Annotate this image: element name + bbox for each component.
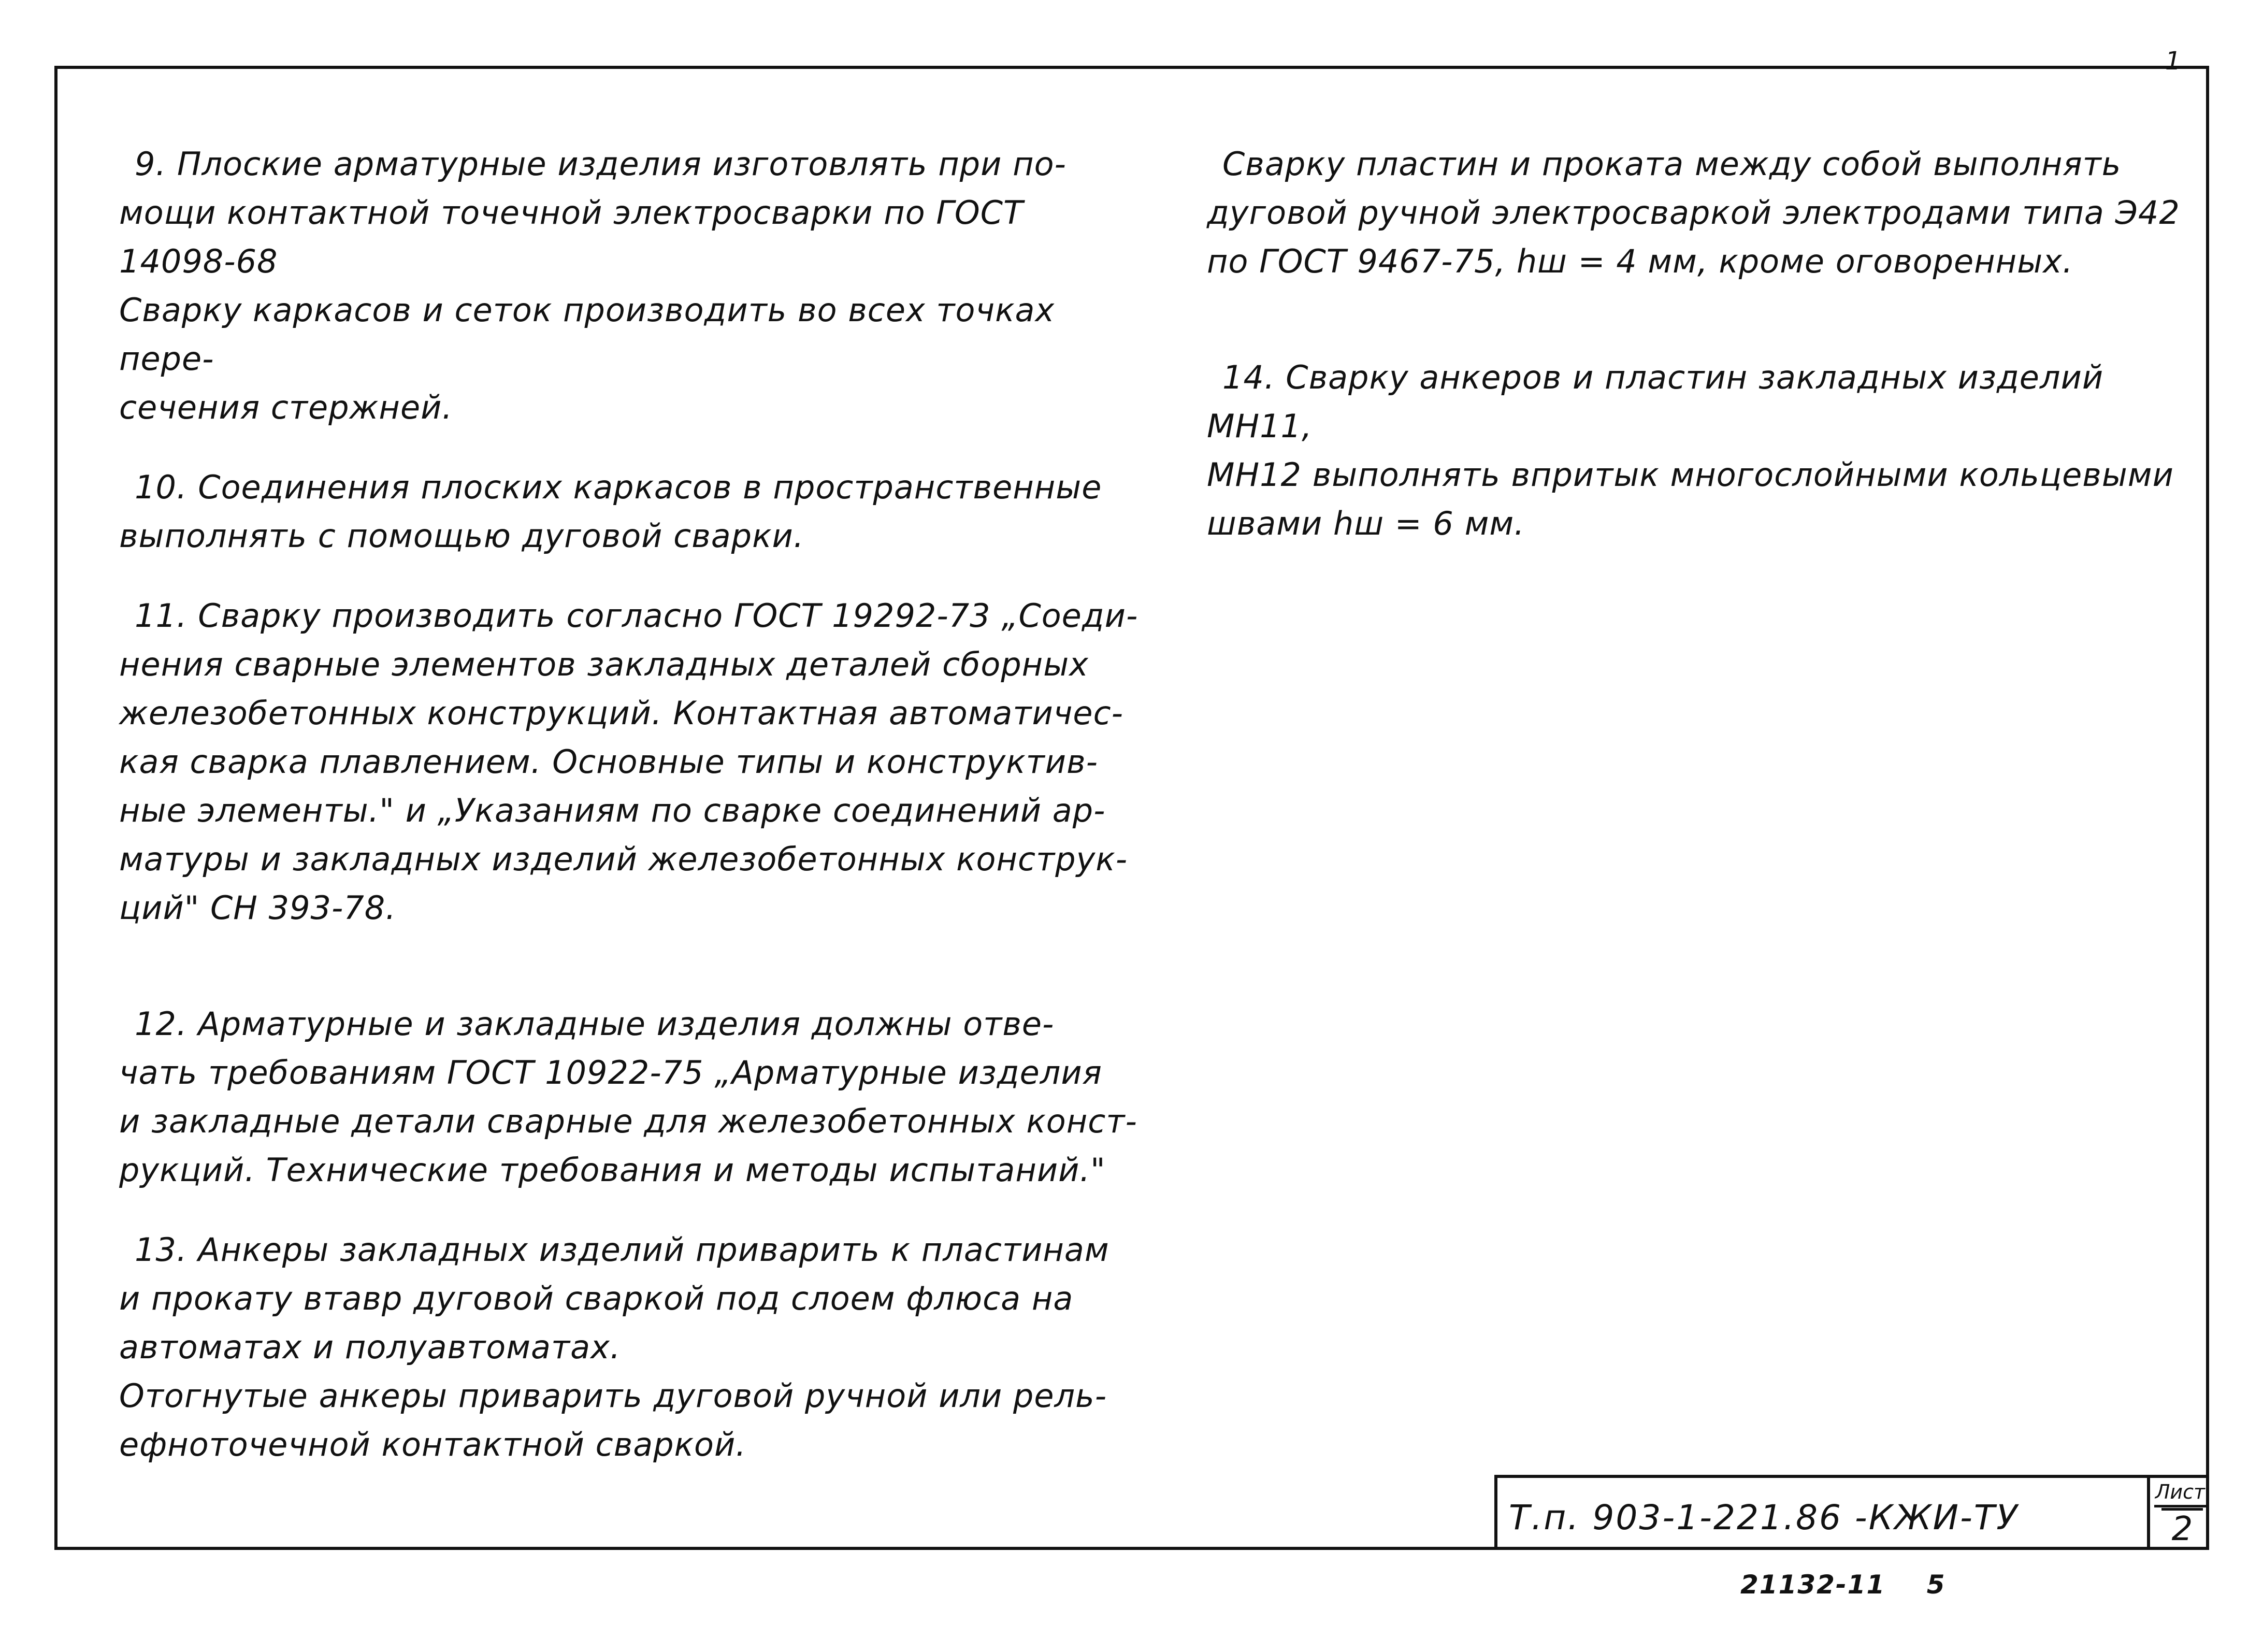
sheet-number: 2: [2161, 1508, 2203, 1548]
inventory-stamp: [1740, 1570, 1946, 1600]
inventory-number: 21132-11: [1740, 1570, 1886, 1600]
sheet-cell: [2147, 1478, 2209, 1550]
note-11: 11. Сварку производить согласно ГОСТ 19292-73 „Соеди- нения сварные элементов закладных деталей сборных железобетонных конструкций. Контактная автоматичес- кая сварка плавлением. Основные типы и конструктив- ные элементы." и „Указаниям по сварке соединений ар- матуры и закладных изделий железобетонных конструк- ций" СН 393-78.: [119, 597, 1138, 927]
note-13-continued: Отогнутые анкеры приварить дуговой ручной или рель- ефноточечной контактной сваркой.: [119, 1377, 1107, 1463]
note-10: 10. Соединения плоских каркасов в пространственные выполнять с помощью дуговой сварки.: [119, 468, 1102, 555]
page-number: 5: [1926, 1570, 1946, 1600]
note-12: 12. Арматурные и закладные изделия должны отве- чать требованиям ГОСТ 10922-75 „Арматурные изделия и закладные детали сварные для железобетонных конст- рукций. Технические требования и методы испытаний.": [119, 1005, 1137, 1189]
note-14: 14. Сварку анкеров и пластин закладных изделий МН11, МН12 выполнять впритык многослойными кольцевыми швами hш = 6 мм.: [1207, 358, 2174, 542]
corner-mark: 1: [2165, 47, 2181, 76]
note-13: 13. Анкеры закладных изделий приварить к пластинам и прокату втавр дуговой сваркой под слоем флюса на автоматах и полуавтоматах.: [119, 1231, 1109, 1366]
left-text-column: [119, 140, 1145, 1469]
title-block: [1494, 1475, 2209, 1550]
note-13-welding-plates: Сварку пластин и проката между собой выполнять дуговой ручной электросваркой электродами типа Э42 по ГОСТ 9467-75, hш = 4 мм, кроме оговоренных.: [1207, 145, 2180, 280]
note-9: 9. Плоские арматурные изделия изготовлять при по- мощи контактной точечной электросварки по ГОСТ 14098-68 Сварку каркасов и сеток производить во всех точках пере- сечения стержней.: [119, 145, 1066, 426]
document-code: Т.п. 903-1-221.86 -КЖИ-ТУ: [1509, 1498, 2019, 1538]
sheet-label: Лист: [2154, 1479, 2206, 1507]
right-text-column: [1207, 140, 2191, 548]
